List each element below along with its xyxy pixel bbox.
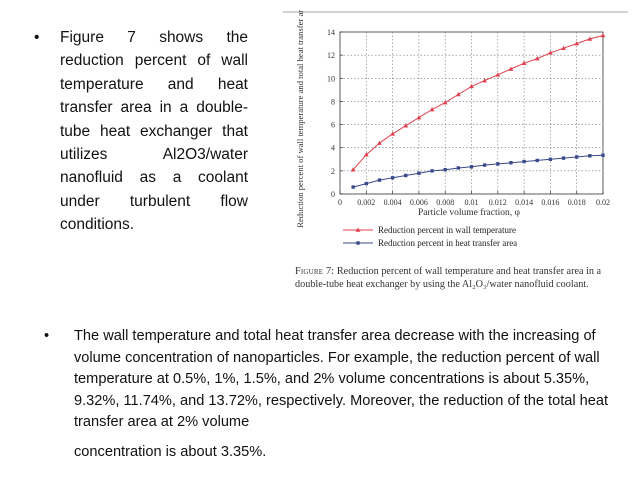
x-tick-label: 0.012: [488, 198, 507, 207]
x-tick-label: 0.02: [596, 198, 610, 207]
bullet-text-last-line: concentration is about 3.35%.: [74, 443, 267, 460]
data-point-heat-transfer-area: [430, 169, 433, 172]
line-chart: [283, 10, 628, 270]
legend: [343, 225, 517, 248]
series-line-wall-temperature: [353, 36, 603, 170]
data-point-heat-transfer-area: [588, 154, 591, 157]
data-point-wall-temperature: [443, 100, 448, 104]
bullet-results-summary: [44, 326, 614, 464]
data-point-wall-temperature: [403, 123, 408, 127]
x-tick-label: 0.004: [383, 198, 402, 207]
data-point-heat-transfer-area: [522, 160, 525, 163]
legend-marker-area: [356, 241, 359, 244]
data-point-heat-transfer-area: [470, 165, 473, 168]
data-point-wall-temperature: [377, 141, 382, 145]
y-tick-label: 14: [327, 28, 335, 37]
bullet-figure-description: [34, 26, 248, 237]
x-axis-label: Particle volume fraction, φ: [417, 208, 521, 218]
data-point-heat-transfer-area: [575, 155, 578, 158]
chart-figure: [283, 10, 628, 310]
bullet-marker: •: [34, 29, 40, 46]
data-point-heat-transfer-area: [562, 156, 565, 159]
data-point-wall-temperature: [417, 115, 422, 119]
plot-area: [327, 28, 610, 207]
series-line-heat-transfer-area: [353, 155, 603, 187]
y-axis-label: Reduction percent of wall temperature and total heat transfer area: [295, 10, 305, 228]
data-point-heat-transfer-area: [549, 158, 552, 161]
data-point-heat-transfer-area: [444, 168, 447, 171]
legend-label-wall: Reduction percent in wall temperature: [378, 225, 516, 235]
y-tick-label: 10: [327, 74, 335, 84]
data-point-heat-transfer-area: [496, 162, 499, 165]
figure-caption: [295, 266, 625, 291]
x-tick-label: 0: [338, 198, 342, 207]
data-point-heat-transfer-area: [391, 176, 394, 179]
y-tick-label: 12: [327, 51, 335, 61]
data-point-heat-transfer-area: [536, 159, 539, 162]
data-point-heat-transfer-area: [601, 154, 604, 157]
legend-label-area: Reduction percent in heat transfer area: [378, 238, 518, 248]
bullet-marker: •: [44, 328, 50, 344]
data-point-heat-transfer-area: [483, 163, 486, 166]
y-tick-label: 0: [331, 190, 335, 199]
data-point-heat-transfer-area: [457, 166, 460, 169]
data-point-heat-transfer-area: [509, 161, 512, 164]
x-tick-label: 0.016: [541, 198, 560, 207]
x-tick-label: 0.006: [409, 198, 428, 207]
y-tick-label: 6: [331, 120, 335, 130]
data-point-heat-transfer-area: [365, 182, 368, 185]
data-point-heat-transfer-area: [404, 174, 407, 177]
data-point-wall-temperature: [390, 131, 395, 135]
x-tick-label: 0.008: [436, 198, 455, 207]
x-tick-label: 0.01: [464, 198, 479, 207]
x-tick-label: 0.014: [515, 198, 534, 207]
data-point-heat-transfer-area: [417, 171, 420, 174]
bullet-text: The wall temperature and total heat transfer area decrease with the increasing of volume concentration of nanoparticles. For example, the reduction percent of wall temperature at 0.5%, 1%, 1.5%, and 2% volume concentrations is about 5.35%, 9.32%, 11.74%, and 13.72%, respectively. Moreover, the reduction of the total heat transfer area at 2% volume: [74, 328, 609, 431]
caption-text: Reduction percent of wall temperature and heat transfer area in a double-tube heat exchanger by using the Al₂O₃/water nanofluid coolant.: [295, 266, 602, 290]
bullet-text: Figure 7 shows the reduction percent of wall temperature and heat transfer area in a double-tube heat exchanger that utilizes Al2O3/water nanofluid as a coolant under turbulent flow conditions.: [60, 29, 248, 234]
figure-label: Figure 7:: [295, 266, 335, 277]
data-point-heat-transfer-area: [351, 185, 354, 188]
x-tick-label: 0.018: [567, 198, 586, 207]
y-tick-label: 2: [331, 166, 335, 176]
y-tick-label: 4: [331, 143, 335, 153]
data-point-wall-temperature: [601, 33, 606, 37]
y-tick-label: 8: [331, 97, 335, 107]
data-point-heat-transfer-area: [378, 178, 381, 181]
data-point-wall-temperature: [456, 92, 461, 96]
x-tick-label: 0.002: [357, 198, 376, 207]
